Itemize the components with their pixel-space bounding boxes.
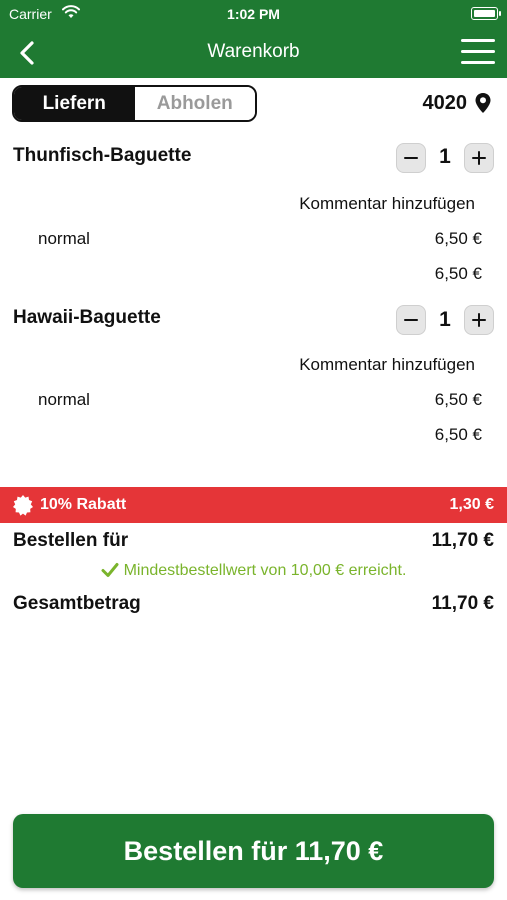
decrease-quantity-button[interactable]	[396, 143, 426, 173]
item-quantity: 1	[439, 308, 451, 331]
minimum-order-text: Mindestbestellwert von 10,00 € erreicht.	[123, 562, 407, 579]
navigation-bar	[0, 27, 507, 78]
discount-badge-icon	[12, 494, 34, 516]
discount-label: 10% Rabatt	[40, 496, 127, 513]
add-comment-link[interactable]: Kommentar hinzufügen	[299, 355, 475, 374]
status-bar	[0, 0, 507, 27]
page-title: Warenkorb	[207, 41, 300, 62]
map-pin-icon[interactable]	[474, 92, 492, 114]
order-subtotal-value: 11,70 €	[431, 530, 494, 551]
place-order-button[interactable]: Bestellen für 11,70 €	[13, 814, 494, 888]
item-total: 6,50 €	[434, 425, 482, 444]
plus-icon	[472, 313, 486, 327]
hamburger-menu-icon[interactable]	[461, 39, 495, 65]
carrier-label: Carrier	[9, 6, 52, 22]
plus-icon	[472, 151, 486, 165]
discount-value: 1,30 €	[449, 496, 494, 513]
variant-price: 6,50 €	[434, 390, 482, 409]
delivery-mode-toggle	[12, 85, 257, 122]
minus-icon	[404, 151, 418, 165]
increase-quantity-button[interactable]	[464, 143, 494, 173]
grand-total-value: 11,70 €	[431, 593, 494, 614]
discount-bar	[0, 487, 507, 523]
zip-code[interactable]: 4020	[422, 92, 467, 114]
decrease-quantity-button[interactable]	[396, 305, 426, 335]
deliver-tab[interactable]: Liefern	[14, 87, 135, 120]
order-subtotal-label: Bestellen für	[13, 530, 129, 551]
grand-total-label: Gesamtbetrag	[13, 593, 141, 614]
minimum-order-note	[0, 562, 507, 580]
pickup-tab[interactable]: Abholen	[135, 87, 256, 120]
clock: 1:02 PM	[227, 6, 280, 22]
increase-quantity-button[interactable]	[464, 305, 494, 335]
add-comment-link[interactable]: Kommentar hinzufügen	[299, 194, 475, 213]
minus-icon	[404, 313, 418, 327]
item-total: 6,50 €	[434, 264, 482, 283]
item-variant: normal	[38, 229, 90, 248]
battery-icon	[471, 7, 498, 20]
checkmark-icon	[101, 562, 119, 578]
item-variant: normal	[38, 390, 90, 409]
variant-price: 6,50 €	[434, 229, 482, 248]
cart-item-name: Thunfisch-Baguette	[13, 145, 192, 166]
item-quantity: 1	[439, 145, 451, 168]
cart-item-name: Hawaii-Baguette	[13, 307, 161, 328]
